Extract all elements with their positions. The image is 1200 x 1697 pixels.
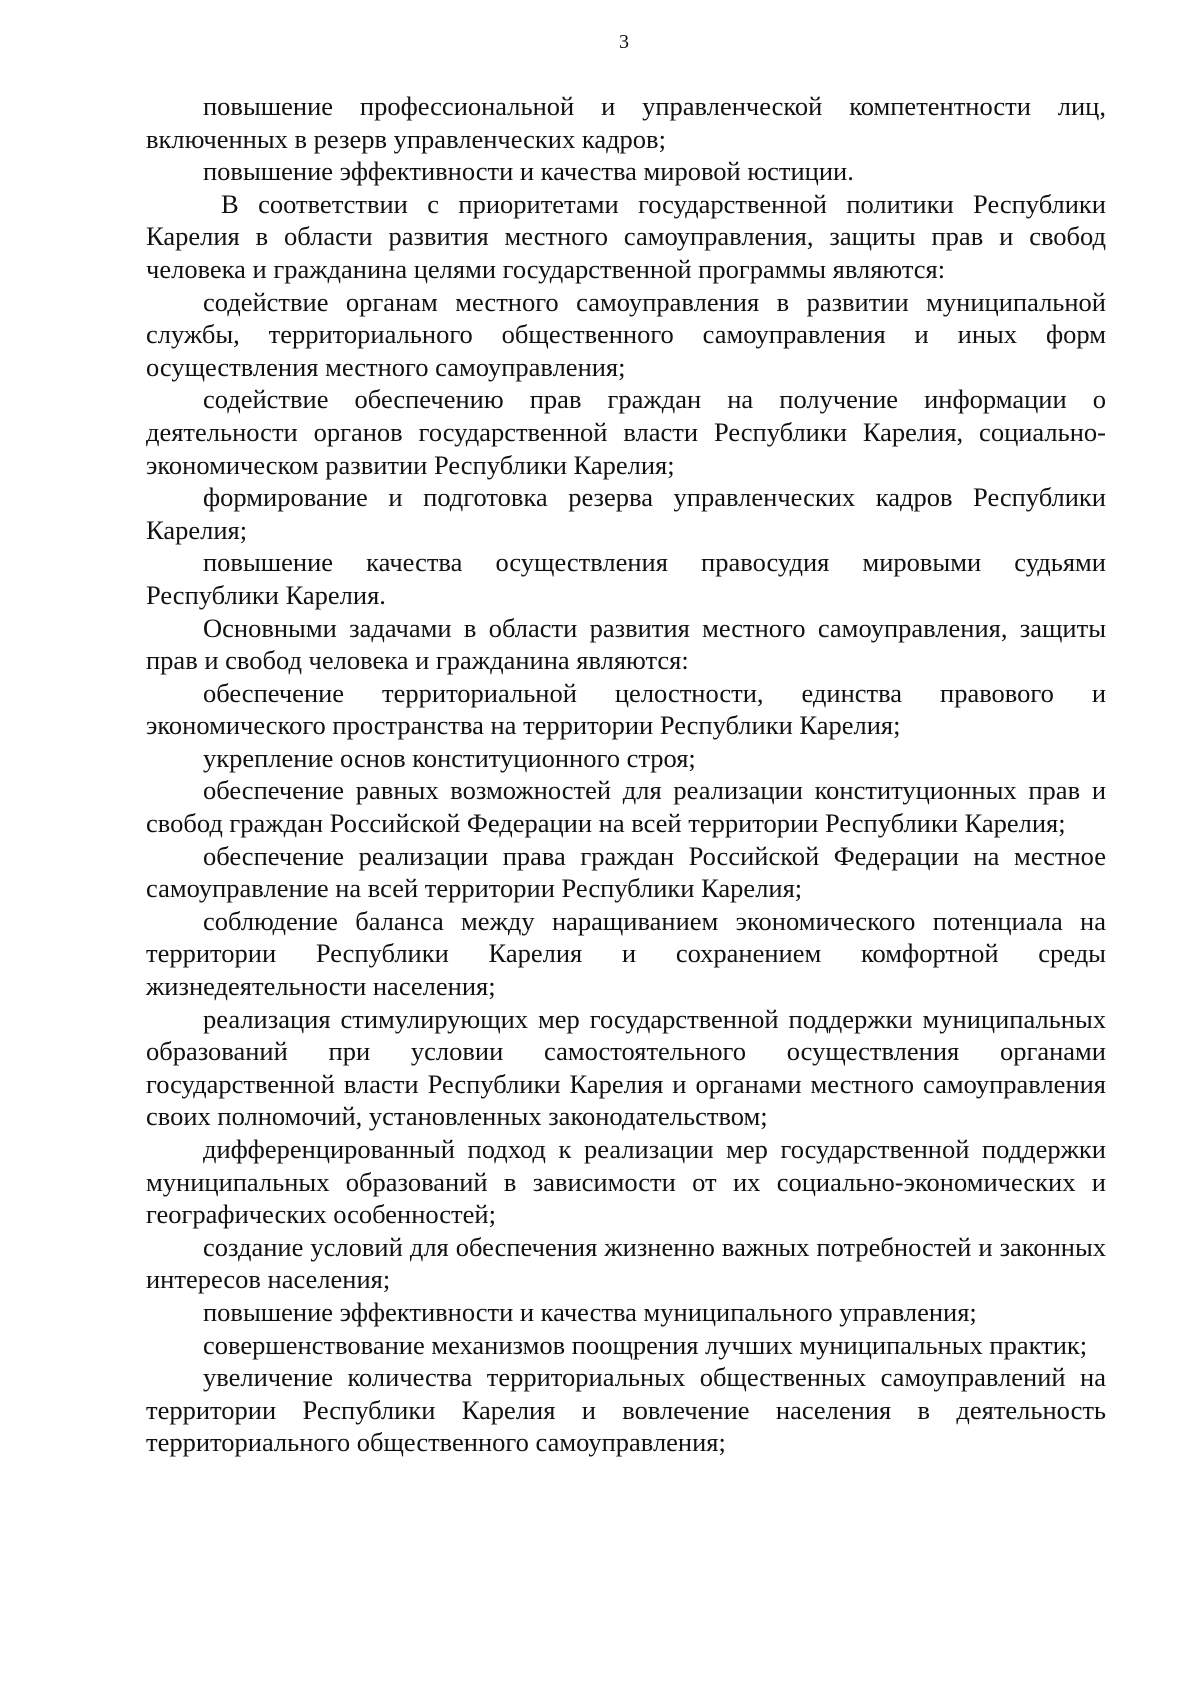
paragraph: обеспечение равных возможностей для реализации конституционных прав и свобод граждан Российской Федерации на всей территории Республики Карелия; <box>146 775 1106 839</box>
paragraph: содействие органам местного самоуправления в развитии муниципальной службы, территориального общественного самоуправления и иных форм осуществления местного самоуправления; <box>146 286 1106 382</box>
paragraph: реализация стимулирующих мер государственной поддержки муниципальных образований при условии самостоятельного осуществления органами государственной власти Республики Карелия и органами местного самоуправления своих полномочий, установленных законодательством; <box>146 1003 1106 1132</box>
paragraph: Основными задачами в области развития местного самоуправления, защиты прав и свобод человека и гражданина являются: <box>146 612 1106 676</box>
paragraph: повышение эффективности и качества мировой юстиции. <box>203 156 854 187</box>
paragraph: формирование и подготовка резерва управленческих кадров Республики Карелия; <box>146 482 1106 545</box>
paragraph: В соответствии с приоритетами государственной политики Республики Карелия в области развития местного самоуправления, защиты прав и свобод человека и гражданина целями государственной программы являются: <box>146 188 1106 284</box>
paragraph: повышение профессиональной и управленческой компетентности лиц, включенных в резерв управленческих кадров; <box>146 91 1106 154</box>
paragraph: обеспечение реализации права граждан Российской Федерации на местное самоуправление на всей территории Республики Карелия; <box>146 840 1106 904</box>
paragraph: соблюдение баланса между наращиванием экономического потенциала на территории Республики Карелия и сохранением комфортной среды жизнедеятельности населения; <box>146 905 1106 1002</box>
paragraph: совершенствование механизмов поощрения лучших муниципальных практик; <box>203 1329 1088 1360</box>
paragraph: повышение качества осуществления правосудия мировыми судьями Республики Карелия. <box>146 547 1106 610</box>
page-number: 3 <box>619 31 629 53</box>
paragraph: создание условий для обеспечения жизненно важных потребностей и законных интересов населения; <box>146 1231 1106 1295</box>
document-body <box>146 90 1106 1459</box>
paragraph: дифференцированный подход к реализации мер государственной поддержки муниципальных образований в зависимости от их социально-экономических и географических особенностей; <box>146 1134 1106 1230</box>
paragraph: укрепление основ конституционного строя; <box>203 742 696 773</box>
paragraph: повышение эффективности и качества муниципального управления; <box>203 1296 977 1327</box>
paragraph: обеспечение территориальной целостности, единства правового и экономического пространства на территории Республики Карелия; <box>146 677 1106 741</box>
paragraph: увеличение количества территориальных общественных самоуправлений на территории Республики Карелия и вовлечение населения в деятельность территориального общественного самоуправления; <box>146 1362 1106 1458</box>
paragraph: содействие обеспечению прав граждан на получение информации о деятельности органов государственной власти Республики Карелия, социально-экономическом развитии Республики Карелия; <box>146 384 1106 480</box>
